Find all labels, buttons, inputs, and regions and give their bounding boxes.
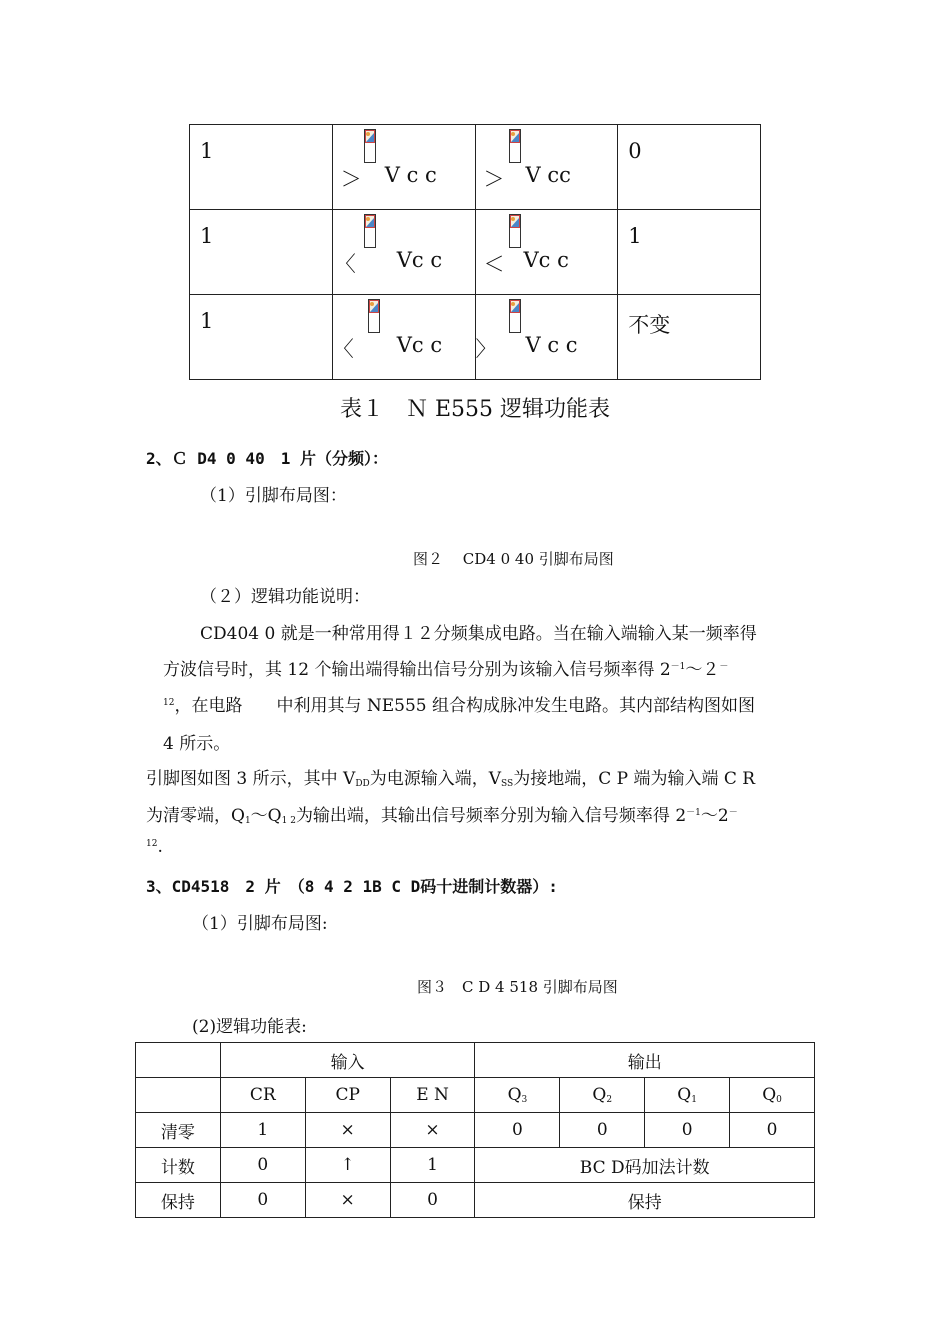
- paragraph-line: CD404 0 就是一种常用得１２分频集成电路。当在输入端输入某一频率得: [200, 624, 757, 644]
- table-caption: 表１ Ｎ E555 逻辑功能表: [339, 397, 611, 422]
- vcc-label: V c c: [525, 333, 578, 357]
- table-row: [136, 1183, 815, 1218]
- section-heading: 3、CD4518 2 片 （8 4 2 1B C D码十进制计数器）:: [146, 877, 558, 896]
- compare-symbol: 〈: [334, 252, 356, 276]
- paragraph-line: 方波信号时，其 12 个输出端得输出信号分别为该输入信号频率得 $2^{-1}\sim 2^-$: [163, 660, 729, 680]
- fraction-icon: [509, 129, 521, 163]
- row-label: 计数: [136, 1148, 221, 1183]
- table-cell: 0: [645, 1113, 730, 1148]
- column-header: $Q_2$: [560, 1078, 645, 1113]
- vcc-label: Vc c: [396, 248, 443, 272]
- subheading: （1）引脚布局图：: [200, 486, 347, 506]
- compare-symbol: ＞: [340, 167, 362, 191]
- group-header-input: 输入: [220, 1043, 475, 1078]
- table-cell: ×: [390, 1113, 475, 1148]
- table-cell: 0: [390, 1183, 475, 1218]
- row-label: 保持: [136, 1183, 221, 1218]
- table-header-row: [136, 1078, 815, 1113]
- table-cell: 0: [475, 1113, 560, 1148]
- table-cell: ×: [305, 1183, 390, 1218]
- paragraph-line: 4 所示。: [163, 734, 231, 754]
- vcc-label: V cc: [525, 163, 571, 187]
- compare-symbol: ＜: [483, 252, 505, 276]
- table-cell: BC D码加法计数: [475, 1148, 815, 1183]
- fraction-icon: [368, 299, 380, 333]
- column-header: $Q_1$: [645, 1078, 730, 1113]
- section-heading: 2、Ｃ D4 0 40 1 片（分频）：: [146, 449, 388, 468]
- column-header: CR: [220, 1078, 305, 1113]
- table-cell: 0: [560, 1113, 645, 1148]
- ne555-logic-table: [189, 124, 761, 380]
- table-row: [136, 1148, 815, 1183]
- cell-value: 1: [200, 309, 214, 333]
- table-row: [190, 295, 761, 380]
- cell-value: 0: [628, 139, 642, 163]
- table-cell: 0: [220, 1183, 305, 1218]
- paragraph-line: 引脚图如图 3 所示，其中 $V_{DD}$为电源输入端，$V_{SS}$为接地端，C P 端为输入端 C R: [146, 769, 756, 789]
- compare-symbol: 〉: [475, 337, 497, 361]
- subheading: (2)逻辑功能表:: [192, 1017, 307, 1037]
- subheading: （２）逻辑功能说明：: [200, 587, 370, 607]
- paragraph-line: $^{12}$.: [146, 837, 163, 857]
- subheading: （1）引脚布局图:: [192, 914, 328, 934]
- column-header: $Q_3$: [475, 1078, 560, 1113]
- fraction-icon: [364, 129, 376, 163]
- column-header: CP: [305, 1078, 390, 1113]
- column-header: $Q_0$: [730, 1078, 815, 1113]
- cell-value: 1: [628, 224, 642, 248]
- vcc-label: Vc c: [396, 333, 443, 357]
- table-cell: 0: [730, 1113, 815, 1148]
- table-row: [190, 210, 761, 295]
- cell-value: 不变: [628, 313, 671, 337]
- cell-value: 1: [200, 224, 214, 248]
- group-header-output: 输出: [475, 1043, 815, 1078]
- vcc-label: V c c: [384, 163, 437, 187]
- table-cell: 保持: [475, 1183, 815, 1218]
- table-row: [190, 125, 761, 210]
- table-header-row: [136, 1043, 815, 1078]
- fraction-icon: [364, 214, 376, 248]
- table-cell: 1: [390, 1148, 475, 1183]
- table-cell: 0: [220, 1148, 305, 1183]
- row-label: 清零: [136, 1113, 221, 1148]
- paragraph-line: $^{12}$，在电路 中利用其与 NE555 组合构成脉冲发生电路。其内部结构图如图: [163, 696, 755, 716]
- table-cell: ×: [305, 1113, 390, 1148]
- column-header: E N: [390, 1078, 475, 1113]
- paragraph-line: 为清零端，$Q_1\sim Q_{1 2}$为输出端，其输出信号频率分别为输入信号频率得 $2^{-1}\sim 2^-$: [146, 806, 738, 826]
- figure-caption: 图３ C D 4 518 引脚布局图: [417, 978, 618, 996]
- vcc-label: Vc c: [523, 248, 569, 272]
- fraction-icon: [509, 214, 521, 248]
- table-row: [136, 1113, 815, 1148]
- cd4518-logic-table: [135, 1042, 815, 1218]
- compare-symbol: 〈: [332, 337, 354, 361]
- fraction-icon: [509, 299, 521, 333]
- compare-symbol: ＞: [483, 167, 505, 191]
- figure-caption: 图２ CD4 0 40 引脚布局图: [413, 550, 614, 568]
- cell-value: 1: [200, 139, 214, 163]
- table-cell: 1: [220, 1113, 305, 1148]
- table-cell: ↑: [305, 1148, 390, 1183]
